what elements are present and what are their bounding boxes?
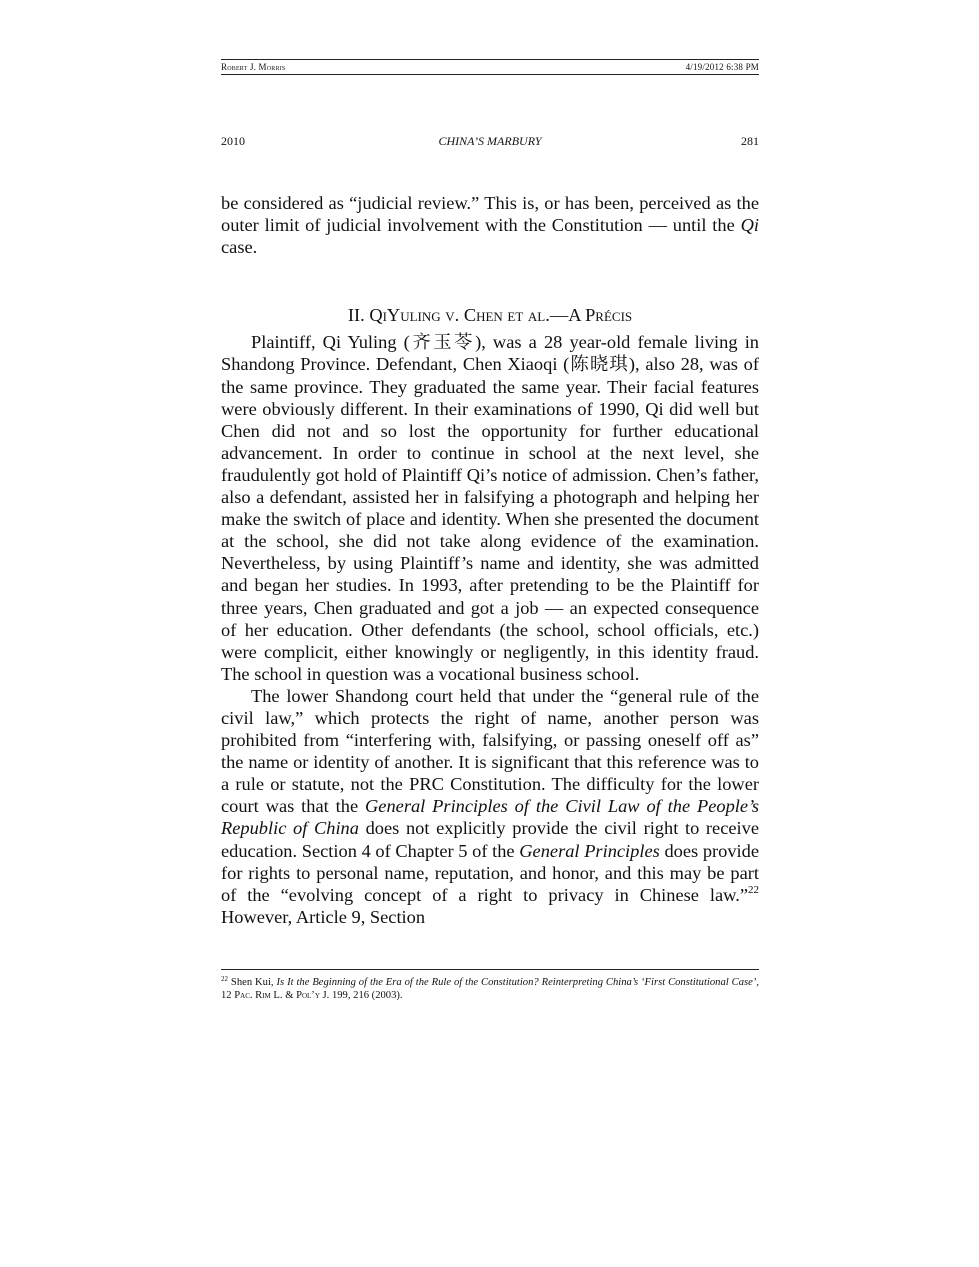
section-heading: II. QiYuling v. Chen et al.—A Précis [347, 305, 633, 326]
header-date-stamp: 4/19/2012 6:38 PM [685, 62, 759, 72]
case-name: Qi [740, 215, 759, 236]
section-subtitle: A Précis [568, 305, 633, 326]
footnote-divider [221, 969, 759, 970]
header-author: Robert J. Morris [221, 62, 286, 72]
running-head-year: 2010 [221, 134, 245, 148]
footnote-22: $^{22}$ Shen Kui, Is It the Beginning of the Era of the Rule of the Constitution? Reinterpreting China’s ‘First Constitutional Case’, 12 Pac. Rim L. & Pol’y J. 199, 216 (2003). [221, 975, 759, 1001]
footnote-number: 22 [221, 975, 228, 983]
draft-header [221, 59, 759, 75]
running-head-title: CHINA’S MARBURY [438, 134, 542, 148]
page-number: 281 [741, 134, 759, 148]
carryover-paragraph: be considered as “judicial review.” This is, or has been, perceived as the outer limit of judicial involvement with the Constitution — until the Qi case. [221, 193, 759, 258]
paragraph-lower-court: The lower Shandong court held that under the “general rule of the civil law,” which protects the right of name, another person was prohibited from “interfering with, falsifying, or passing oneself off as” the name or identity of another. It is significant that this reference was to a rule or statute, not the PRC Constitution. The difficulty for the lower court was that the General Principles of the Civil Law of the People’s Republic of China does not explicitly provide the civil right to receive education. Section 4 of Chapter 5 of the General Principles does provide for rights to personal name, reputation, and honor, and this may be part of the “evolving concept of a right to privacy in Chinese law.”$^{22}$ However, Article 9, Section [221, 685, 760, 927]
footnote-reference[interactable]: 22 [748, 883, 759, 896]
section-caption: QiYuling v. Chen et al. [369, 305, 550, 326]
body-text [221, 192, 759, 928]
paragraph-facts: Plaintiff, Qi Yuling (齐玉苓), was a 28 year-old female living in Shandong Province. Defendant, Chen Xiaoqi (陈晓琪), also 28, was of the same province. They graduated the same year. Their facial features were obviously different. In their examinations of 1990, Qi did well but Chen did not and so lost the opportunity for further educational advancement. In order to continue in school at the next level, she fraudulently got hold of Plaintiff Qi’s notice of admission. Chen’s father, also a defendant, assisted her in falsifying a photograph and helping her make the switch of place and identity. When she presented the document at the school, she did not take along evidence of the examination. Nevertheless, by using Plaintiff’s name and identity, she was admitted and began her studies. In 1993, after pretending to be the Plaintiff for three years, Chen graduated and got a job — an expected consequence of her education. Other defendants (the school, school officials, etc.) were complicit, either knowingly or negligently, in this identity fraud. The school in question was a vocational business school. [221, 332, 759, 684]
